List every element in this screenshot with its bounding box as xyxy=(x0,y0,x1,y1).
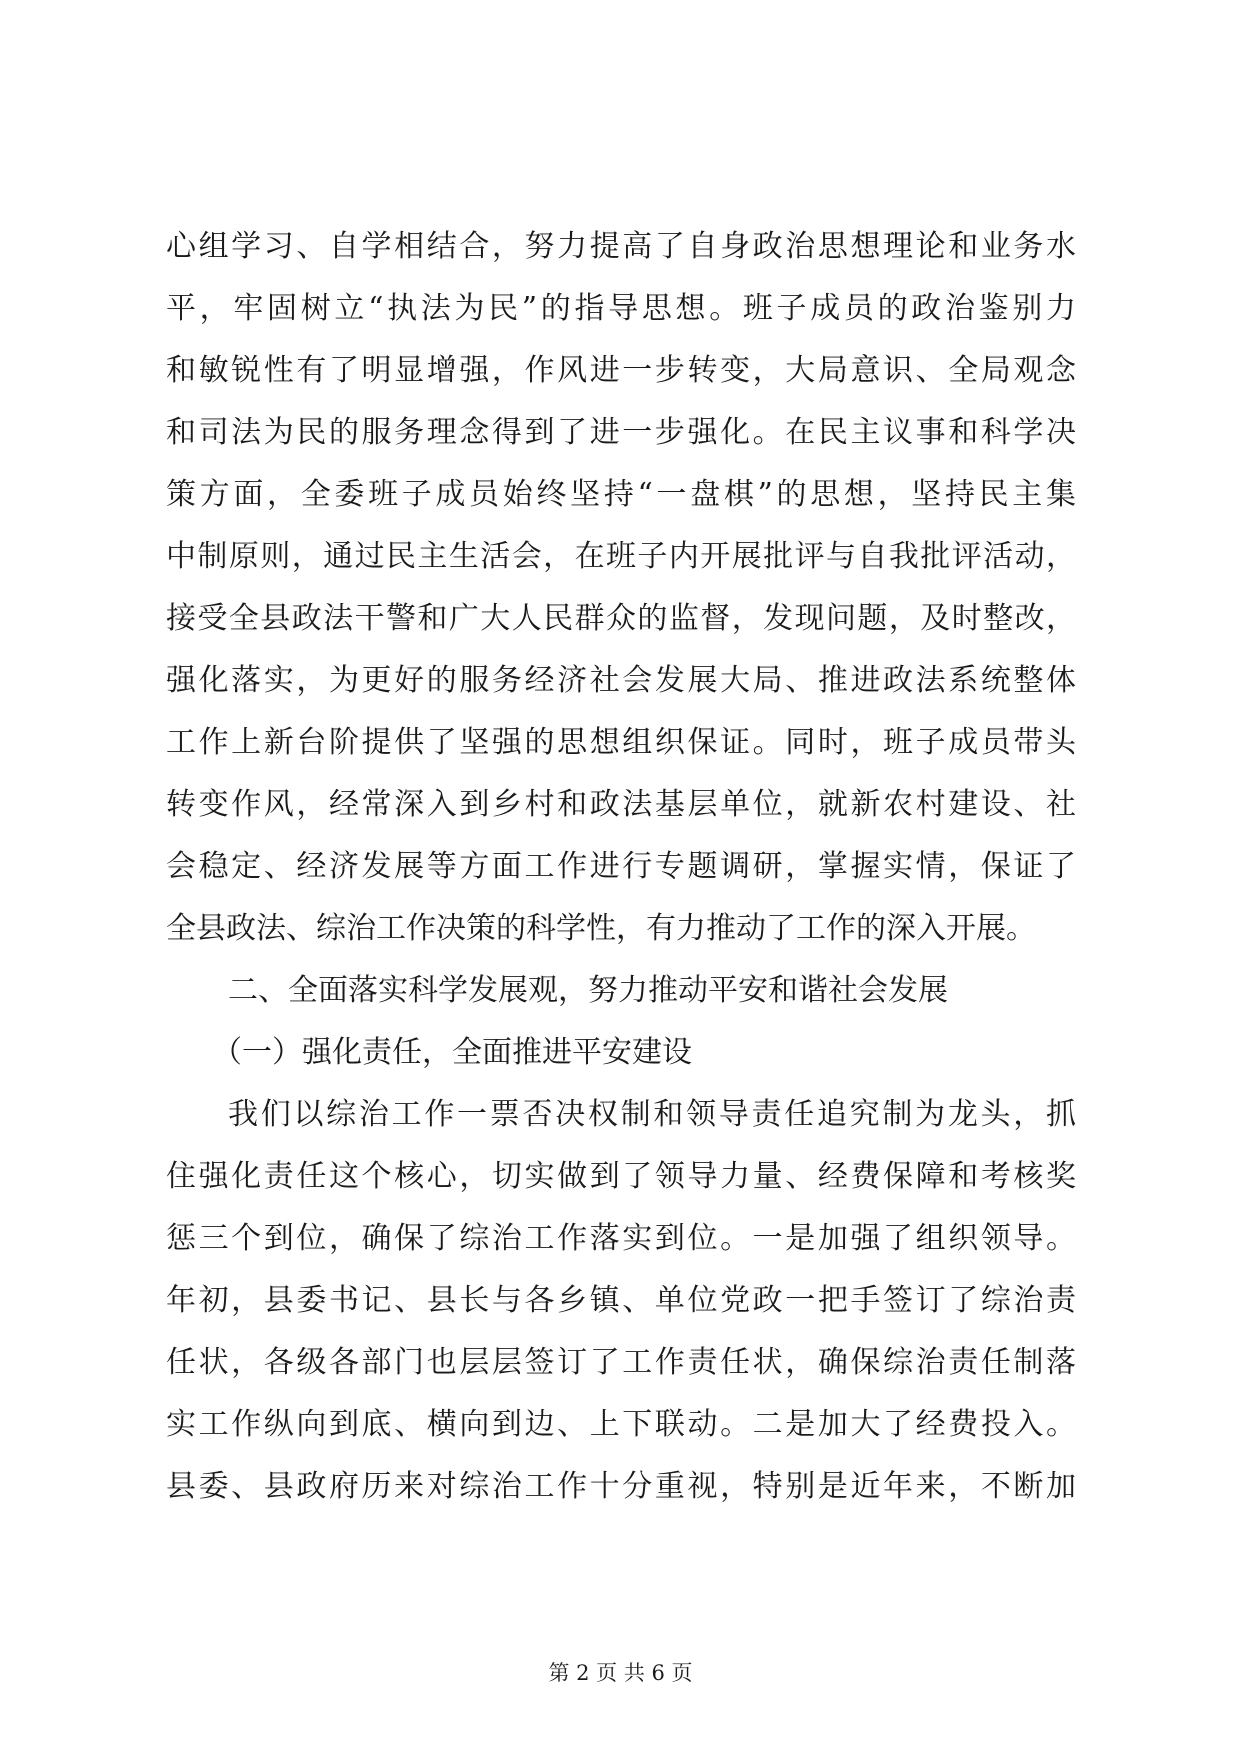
text-line: 平，牢固树立“执法为民”的指导思想。班子成员的政治鉴别力 xyxy=(166,291,1076,326)
text-line: 我们以综治工作一票否决权制和领导责任追究制为龙头，抓 xyxy=(228,1097,1076,1132)
text-line: 任状，各级各部门也层层签订了工作责任状，确保综治责任制落 xyxy=(166,1345,1076,1380)
text-line: 实工作纵向到底、横向到边、上下联动。二是加大了经费投入。 xyxy=(166,1407,1076,1442)
text-line: 和司法为民的服务理念得到了进一步强化。在民主议事和科学决 xyxy=(166,415,1076,450)
text-line: 和敏锐性有了明显增强，作风进一步转变，大局意识、全局观念 xyxy=(166,353,1076,388)
page-footer: 第 2 页 共 6 页 xyxy=(548,1661,693,1685)
text-line: 县委、县政府历来对综治工作十分重视，特别是近年来，不断加 xyxy=(166,1469,1076,1504)
text-line: 中制原则，通过民主生活会，在班子内开展批评与自我批评活动， xyxy=(166,539,1076,574)
text-line: 策方面，全委班子成员始终坚持“一盘棋”的思想，坚持民主集 xyxy=(166,477,1076,512)
text-line: 工作上新台阶提供了坚强的思想组织保证。同时，班子成员带头 xyxy=(166,725,1076,760)
text-line: 转变作风，经常深入到乡村和政法基层单位，就新农村建设、社 xyxy=(166,787,1076,822)
text-line: 心组学习、自学相结合，努力提高了自身政治思想理论和业务水 xyxy=(166,229,1076,264)
text-line: 接受全县政法干警和广大人民群众的监督，发现问题，及时整改， xyxy=(166,601,1076,636)
section-heading: 二、全面落实科学发展观，努力推动平安和谐社会发展 xyxy=(228,973,948,1008)
text-line: 住强化责任这个核心，切实做到了领导力量、经费保障和考核奖 xyxy=(166,1159,1076,1194)
text-line: 强化落实，为更好的服务经济社会发展大局、推进政法系统整体 xyxy=(166,663,1076,698)
subsection-heading: （一）强化责任，全面推进平安建设 xyxy=(212,1035,692,1070)
text-line: 会稳定、经济发展等方面工作进行专题调研，掌握实情，保证了 xyxy=(166,849,1076,884)
text-line: 年初，县委书记、县长与各乡镇、单位党政一把手签订了综治责 xyxy=(166,1283,1076,1318)
text-line: 全县政法、综治工作决策的科学性，有力推动了工作的深入开展。 xyxy=(166,911,1036,946)
text-line: 惩三个到位，确保了综治工作落实到位。一是加强了组织领导。 xyxy=(166,1221,1076,1256)
